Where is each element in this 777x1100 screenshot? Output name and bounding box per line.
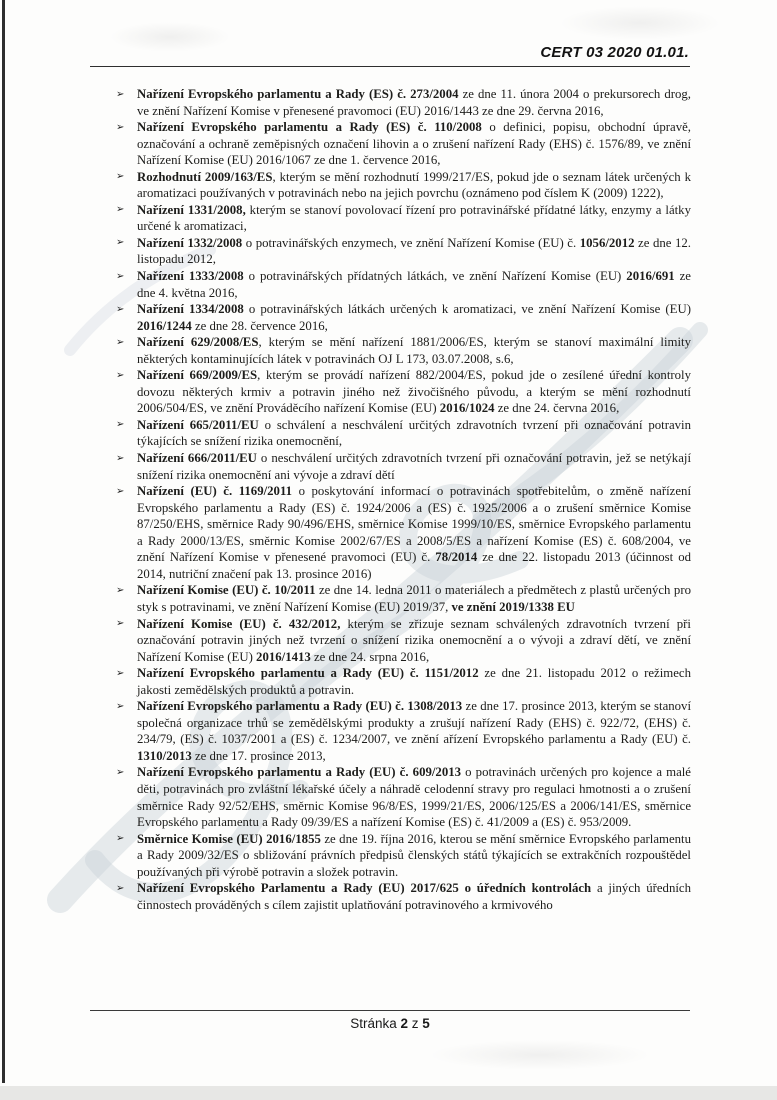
list-item: ➢ Nařízení Komise (EU) č. 10/2011 ze dne 14. ledna 2011 o materiálech a předmětech z plastů určených pro styk s potravinami, ve znění Nařízení Komise (EU) 2019/37, ve znění 2019/1338 EU [116, 583, 691, 614]
footer-page-label: Stránka 2 z 5 [350, 1016, 430, 1031]
header-rule [90, 66, 690, 67]
arrow-bullet-icon: ➢ [116, 882, 125, 894]
arrow-bullet-icon: ➢ [116, 369, 125, 381]
arrow-bullet-icon: ➢ [116, 833, 125, 845]
arrow-bullet-icon: ➢ [116, 121, 125, 133]
list-item: ➢ Nařízení Evropského parlamentu a Rady (ES) č. 273/2004 ze dne 11. února 2004 o prekursorech drog, ve znění Nařízení Komise v přenesené pravomoci (EU) 2016/1443 ze dne 29. června 2016, [116, 87, 691, 118]
list-item: ➢ Rozhodnutí 2009/163/ES, kterým se mění rozhodnutí 1999/217/ES, pokud jde o seznam látek určených k aromatizaci používaných v potravinách nebo na jejich povrchu (oznámeno pod číslem K (2009) 1222), [116, 169, 691, 201]
list-item: ➢ Nařízení Komise (EU) č. 432/2012, kterým se zřizuje seznam schválených zdravotních tvrzení při označování potravin jiných než tvrzení o snížení rizika onemocnění a o vývoji a zdraví dětí, ve znění Nařízení Komise (EU) 2016/1413 ze dne 24. srpna 2016, [116, 616, 691, 664]
document-code: CERT 03 2020 01.01. [540, 44, 689, 61]
scan-smudge [560, 6, 720, 40]
arrow-bullet-icon: ➢ [116, 452, 125, 464]
list-item: ➢ Směrnice Komise (EU) 2016/1855 ze dne 19. října 2016, kterou se mění směrnice Evropského parlamentu a Rady 2009/32/ES o sbližování právních předpisů členských států týkajících se extrakčních rozpouštědel používaných při výrobě potravin a složek potravin. [116, 831, 691, 879]
list-item: ➢ Nařízení 669/2009/ES, kterým se provádí nařízení 882/2004/ES, pokud jde o zesílené úřední kontroly dovozu některých krmiv a potravin jiného než živočišného původu, a kterým se mění rozhodnutí 2006/504/ES, ve znění Prováděcího nařízení Komise (EU) 2016/1024 ze dne 24. června 2016, [116, 368, 691, 416]
list-item: ➢ Nařízení Evropského parlamentu a Rady (EU) č. 1308/2013 ze dne 17. prosince 2013, kterým se stanoví společná organizace trhů se zemědělskými produkty a zrušují nařízení Rady (EHS) č. 922/72, (EHS) č. 234/79, (ES) č. 1037/2001 a (ES) č. 1234/2007, ve znění ařízení Evropského parlamentu a Rady (EU) č. 1310/2013 ze dne 17. prosince 2013, [116, 699, 691, 763]
arrow-bullet-icon: ➢ [116, 700, 125, 712]
scan-bottom-band-artifact [0, 1086, 777, 1100]
list-item: ➢ Nařízení 1331/2008, kterým se stanoví povolovací řízení pro potravinářské přídatné látky, enzymy a látky určené k aromatizaci, [116, 202, 691, 234]
list-item: ➢ Nařízení 665/2011/EU o schválení a neschválení určitých zdravotních tvrzení při označování potravin týkajících se snížení rizika onemocnění, [116, 417, 692, 449]
scan-smudge [430, 1040, 650, 1070]
arrow-bullet-icon: ➢ [116, 667, 125, 679]
list-item: ➢ Nařízení Evropského Parlamentu a Rady (EU) 2017/625 o úředních kontrolách a jiných úředních činnostech prováděných s cílem zajistit uplatňování potravinového a krmivového [116, 881, 691, 912]
scan-smudge [110, 22, 230, 52]
arrow-bullet-icon: ➢ [116, 270, 125, 282]
arrow-bullet-icon: ➢ [116, 485, 125, 497]
arrow-bullet-icon: ➢ [116, 618, 125, 629]
list-item: ➢ Nařízení 629/2008/ES, kterým se mění nařízení 1881/2006/ES, kterým se stanoví maximální limity některých kontaminujících látek v potravinách OJ L 173, 03.07.2008, s.6, [116, 335, 691, 366]
arrow-bullet-icon: ➢ [116, 336, 125, 348]
scan-edge-artifact [2, 0, 5, 1083]
arrow-bullet-icon: ➢ [116, 204, 125, 216]
arrow-bullet-icon: ➢ [116, 303, 125, 315]
list-item: ➢ Nařízení Evropského parlamentu a Rady (EU) č. 1151/2012 ze dne 21. listopadu 2012 o režimech jakosti zemědělských produktů a potravin. [116, 666, 691, 697]
arrow-bullet-icon: ➢ [116, 584, 125, 596]
list-item: ➢ Nařízení 1332/2008 o potravinářských enzymech, ve znění Nařízení Komise (EU) č. 1056/2012 ze dne 12. listopadu 2012, [116, 235, 691, 267]
arrow-bullet-icon: ➢ [116, 766, 125, 778]
list-item: ➢ Nařízení Evropského parlamentu a Rady (EU) č. 609/2013 o potravinách určených pro kojence a malé děti, potravinách pro zvláštní lékařské účely a náhradě celodenní stravy pro regulaci hmotnosti a o zrušení směrnice Rady 92/52/EHS, směrnic Komise 96/8/ES, 1999/21/ES, 2006/125/ES a 2006/141/ES, směrnice Evropského parlamentu a Rady 09/39/ES a nařízení Komise (ES) č. 41/2009 a (ES) č. 953/2009. [116, 765, 691, 830]
footer-rule [90, 1010, 690, 1011]
list-item: ➢ Nařízení Evropského parlamentu a Rady (ES) č. 110/2008 o definici, popisu, obchodní úpravě, označování a ochraně zeměpisných označení lihovin a o zrušení nařízení Rady (EHS) č. 1576/89, ve znění Nařízení Komise (EU) 2016/1067 ze dne 1. července 2016, [116, 120, 691, 168]
list-item: ➢ Nařízení 1334/2008 o potravinářských látkách určených k aromatizaci, ve znění Nařízení Komise (EU) 2016/1244 ze dne 28. července 2016, [116, 302, 691, 333]
arrow-bullet-icon: ➢ [116, 88, 125, 100]
regulation-list [117, 86, 691, 913]
arrow-bullet-icon: ➢ [116, 171, 125, 183]
list-item: ➢ Nařízení (EU) č. 1169/2011 o poskytování informací o potravinách spotřebitelům, o změně nařízení Evropského parlamentu a Rady (ES) č. 1924/2006 a (ES) č. 1925/2006 a o zrušení směrnice Komise 87/250/EHS, směrnice Rady 90/496/EHS, směrnice Komise 1999/10/ES, směrnice Evropského parlamentu a Rady 2000/13/ES, směrnic Komise 2002/67/ES a 2008/5/ES a nařízení Komise (ES) č. 608/2004, ve znění Nařízení Komise v přenesené pravomoci (EU) č. 78/2014 ze dne 22. listopadu 2013 (účinnost od 2014, nutriční značení pak 13. prosince 2016) [116, 484, 691, 581]
list-item: ➢ Nařízení 1333/2008 o potravinářských přídatných látkách, ve znění Nařízení Komise (EU) 2016/691 ze dne 4. května 2016, [116, 269, 691, 300]
arrow-bullet-icon: ➢ [116, 419, 125, 431]
arrow-bullet-icon: ➢ [116, 237, 125, 249]
list-item: ➢ Nařízení 666/2011/EU o neschválení určitých zdravotních tvrzení při označování potravin, jež se netýkají snížení rizika onemocnění ani vývoje a zdraví dětí [116, 451, 691, 482]
